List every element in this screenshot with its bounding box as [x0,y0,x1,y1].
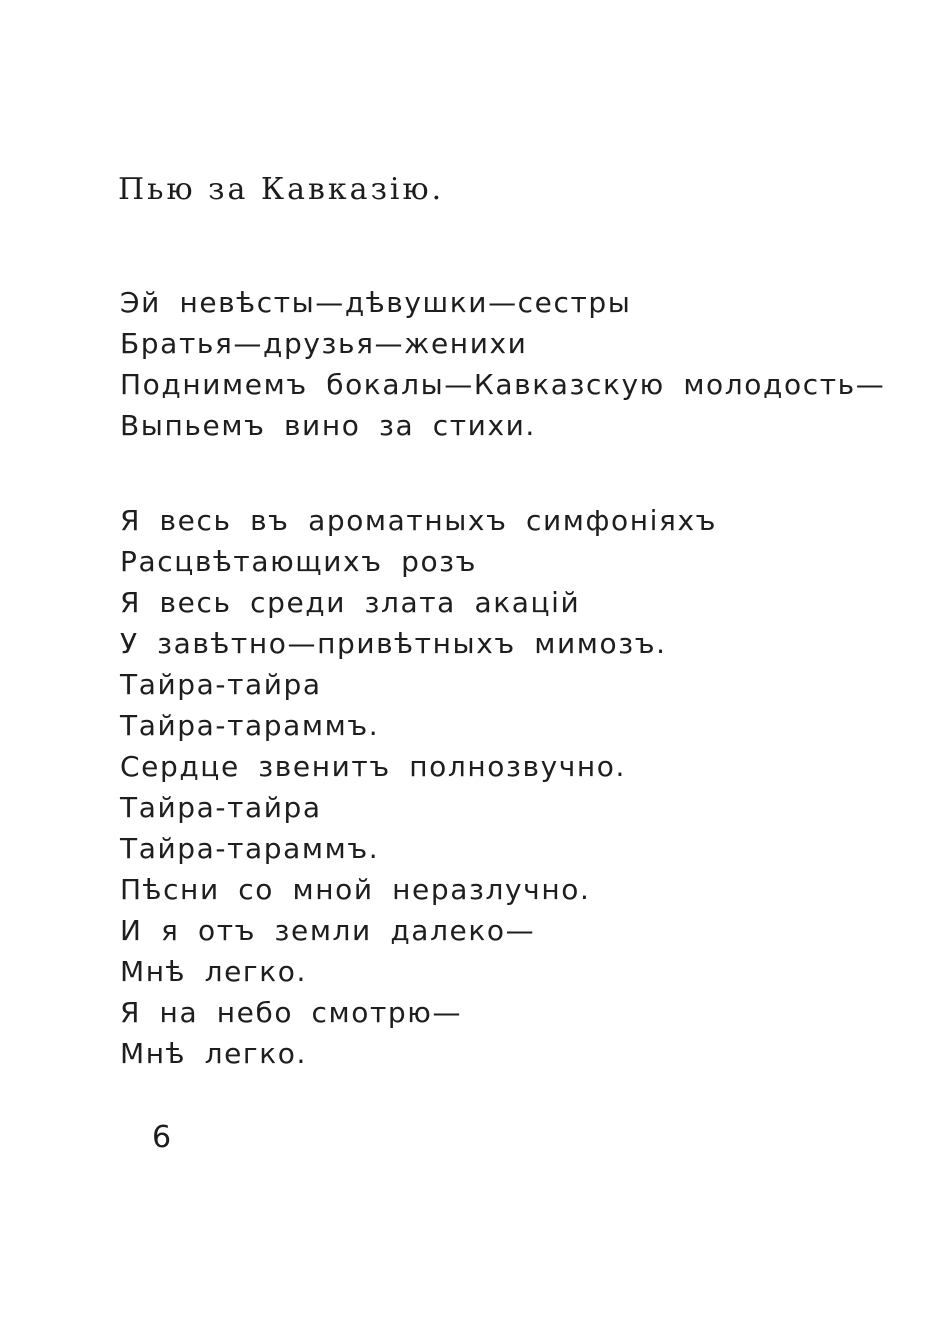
stanza-1 [120,282,885,446]
poem-line: Я на небо смотрю— [120,996,463,1029]
poem-line: Тайра-тайра [120,791,322,824]
poem-line: Я весь среди злата акацій [120,586,581,619]
poem-line: Братья—друзья—женихи [120,327,528,360]
poem-line: И я отъ земли далеко— [120,914,536,947]
poem-line: Мнѣ легко. [120,1037,307,1070]
poem-line: Я весь въ ароматныхъ симфоніяхъ [120,504,718,537]
poem-line: Расцвѣтающихъ розъ [120,545,478,578]
poem-line: Сердце звенитъ полнозвучно. [120,750,627,783]
poem-line: Тайра-тараммъ. [120,709,380,742]
poem-line: Мнѣ легко. [120,955,307,988]
poem-line: Выпьемъ вино за стихи. [120,409,536,442]
poem-line: Тайра-тараммъ. [120,832,380,865]
poem-line: Поднимемъ бокалы—Кавказскую молодость— [120,368,886,401]
poem-title: Пью за Кавказію. [118,172,445,207]
poem-line: Пѣсни со мной неразлучно. [120,873,591,906]
page-number: 6 [152,1120,172,1155]
stanza-2 [120,500,717,1074]
poem-line: Эй невѣсты—дѣвушки—сестры [120,286,632,319]
poem-line: Тайра-тайра [120,668,322,701]
poem-line: У завѣтно—привѣтныхъ мимозъ. [120,627,667,660]
